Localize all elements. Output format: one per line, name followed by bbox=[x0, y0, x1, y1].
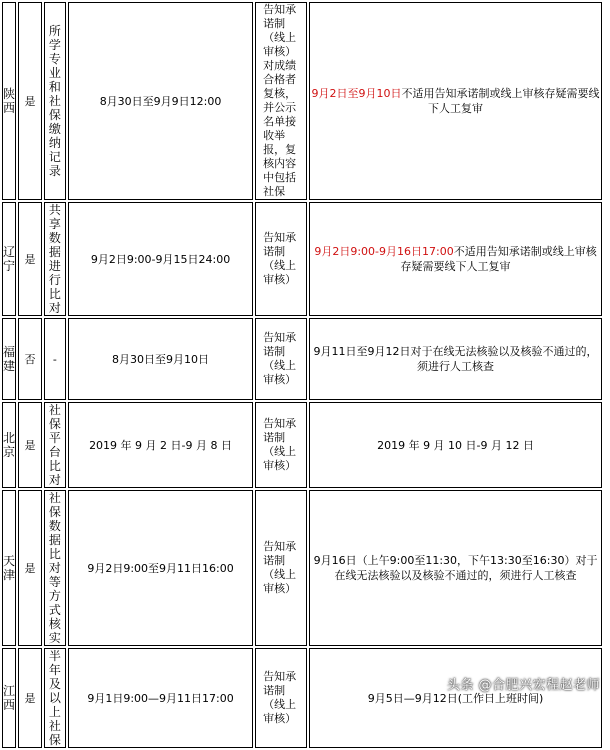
review-text: 不适用告知承诺制或线上审核存疑需要线下人工复审 bbox=[401, 87, 600, 115]
province-cell: 北京 bbox=[2, 402, 16, 488]
table-row bbox=[2, 648, 602, 748]
review-cell bbox=[309, 648, 602, 748]
flag-cell: 是 bbox=[18, 490, 42, 646]
review-text: 9月16日（上午9:00至11:30，下午13:30至16:30）对于在线无法核验以及核验不通过的，须进行人工核查 bbox=[313, 554, 598, 582]
province-cell: 天津 bbox=[2, 490, 16, 646]
review-cell bbox=[309, 202, 602, 316]
review-date-red: 9月2日9:00-9月16日17:00 bbox=[314, 245, 454, 258]
flag-cell: 是 bbox=[18, 202, 42, 316]
province-cell: 江西 bbox=[2, 648, 16, 748]
method-cell: 所学专业和社保缴纳记录 bbox=[44, 2, 66, 200]
table-row bbox=[2, 2, 602, 200]
mode-cell: 告知承诺制（线上审核） bbox=[255, 318, 307, 400]
table-row bbox=[2, 490, 602, 646]
time-cell: 9月2日9:00至9月11日16:00 bbox=[68, 490, 253, 646]
flag-cell: 是 bbox=[18, 648, 42, 748]
table-row bbox=[2, 318, 602, 400]
review-cell bbox=[309, 318, 602, 400]
review-cell bbox=[309, 402, 602, 488]
review-text: 9月5日—9月12日(工作日上班时间) bbox=[367, 691, 544, 705]
time-cell: 8月30日至9月9日12:00 bbox=[68, 2, 253, 200]
time-cell: 9月1日9:00—9月11日17:00 bbox=[68, 648, 253, 748]
method-cell: 社保数据比对等方式核实 bbox=[44, 490, 66, 646]
review-text: 不适用告知承诺制或线上审核存疑需要线下人工复审 bbox=[400, 245, 597, 273]
method-cell: - bbox=[44, 318, 66, 400]
mode-cell: 告知承诺制（线上审核）对成绩合格者复核，并公示名单接收举报，复核内容中包括社保 bbox=[255, 2, 307, 200]
province-cell: 福建 bbox=[2, 318, 16, 400]
watermark: 头条 @合肥兴宏程赵老师 bbox=[446, 678, 600, 693]
province-cell: 陕西 bbox=[2, 2, 16, 200]
flag-cell: 是 bbox=[18, 402, 42, 488]
time-cell: 9月2日9:00-9月15日24:00 bbox=[68, 202, 253, 316]
table-row bbox=[2, 202, 602, 316]
flag-cell: 否 bbox=[18, 318, 42, 400]
mode-cell: 告知承诺制（线上审核） bbox=[255, 490, 307, 646]
mode-cell: 告知承诺制（线上审核） bbox=[255, 648, 307, 748]
table-row bbox=[2, 402, 602, 488]
time-cell: 2019 年 9 月 2 日-9 月 8 日 bbox=[68, 402, 253, 488]
method-cell: 半年及以上社保 bbox=[44, 648, 66, 748]
review-text: 9月11日至9月12日对于在线无法核验以及核验不通过的，须进行人工核查 bbox=[313, 345, 598, 373]
method-cell: 社保平台比对 bbox=[44, 402, 66, 488]
time-cell: 8月30日至9月10日 bbox=[68, 318, 253, 400]
mode-cell: 告知承诺制（线上审核） bbox=[255, 202, 307, 316]
review-date-red: 9月2日至9月10日 bbox=[311, 87, 402, 100]
province-cell: 辽宁 bbox=[2, 202, 16, 316]
method-cell: 共享数据进行比对 bbox=[44, 202, 66, 316]
review-cell bbox=[309, 2, 602, 200]
flag-cell: 是 bbox=[18, 2, 42, 200]
mode-cell: 告知承诺制（线上审核） bbox=[255, 402, 307, 488]
review-text: 2019 年 9 月 10 日-9 月 12 日 bbox=[377, 438, 535, 452]
review-cell bbox=[309, 490, 602, 646]
